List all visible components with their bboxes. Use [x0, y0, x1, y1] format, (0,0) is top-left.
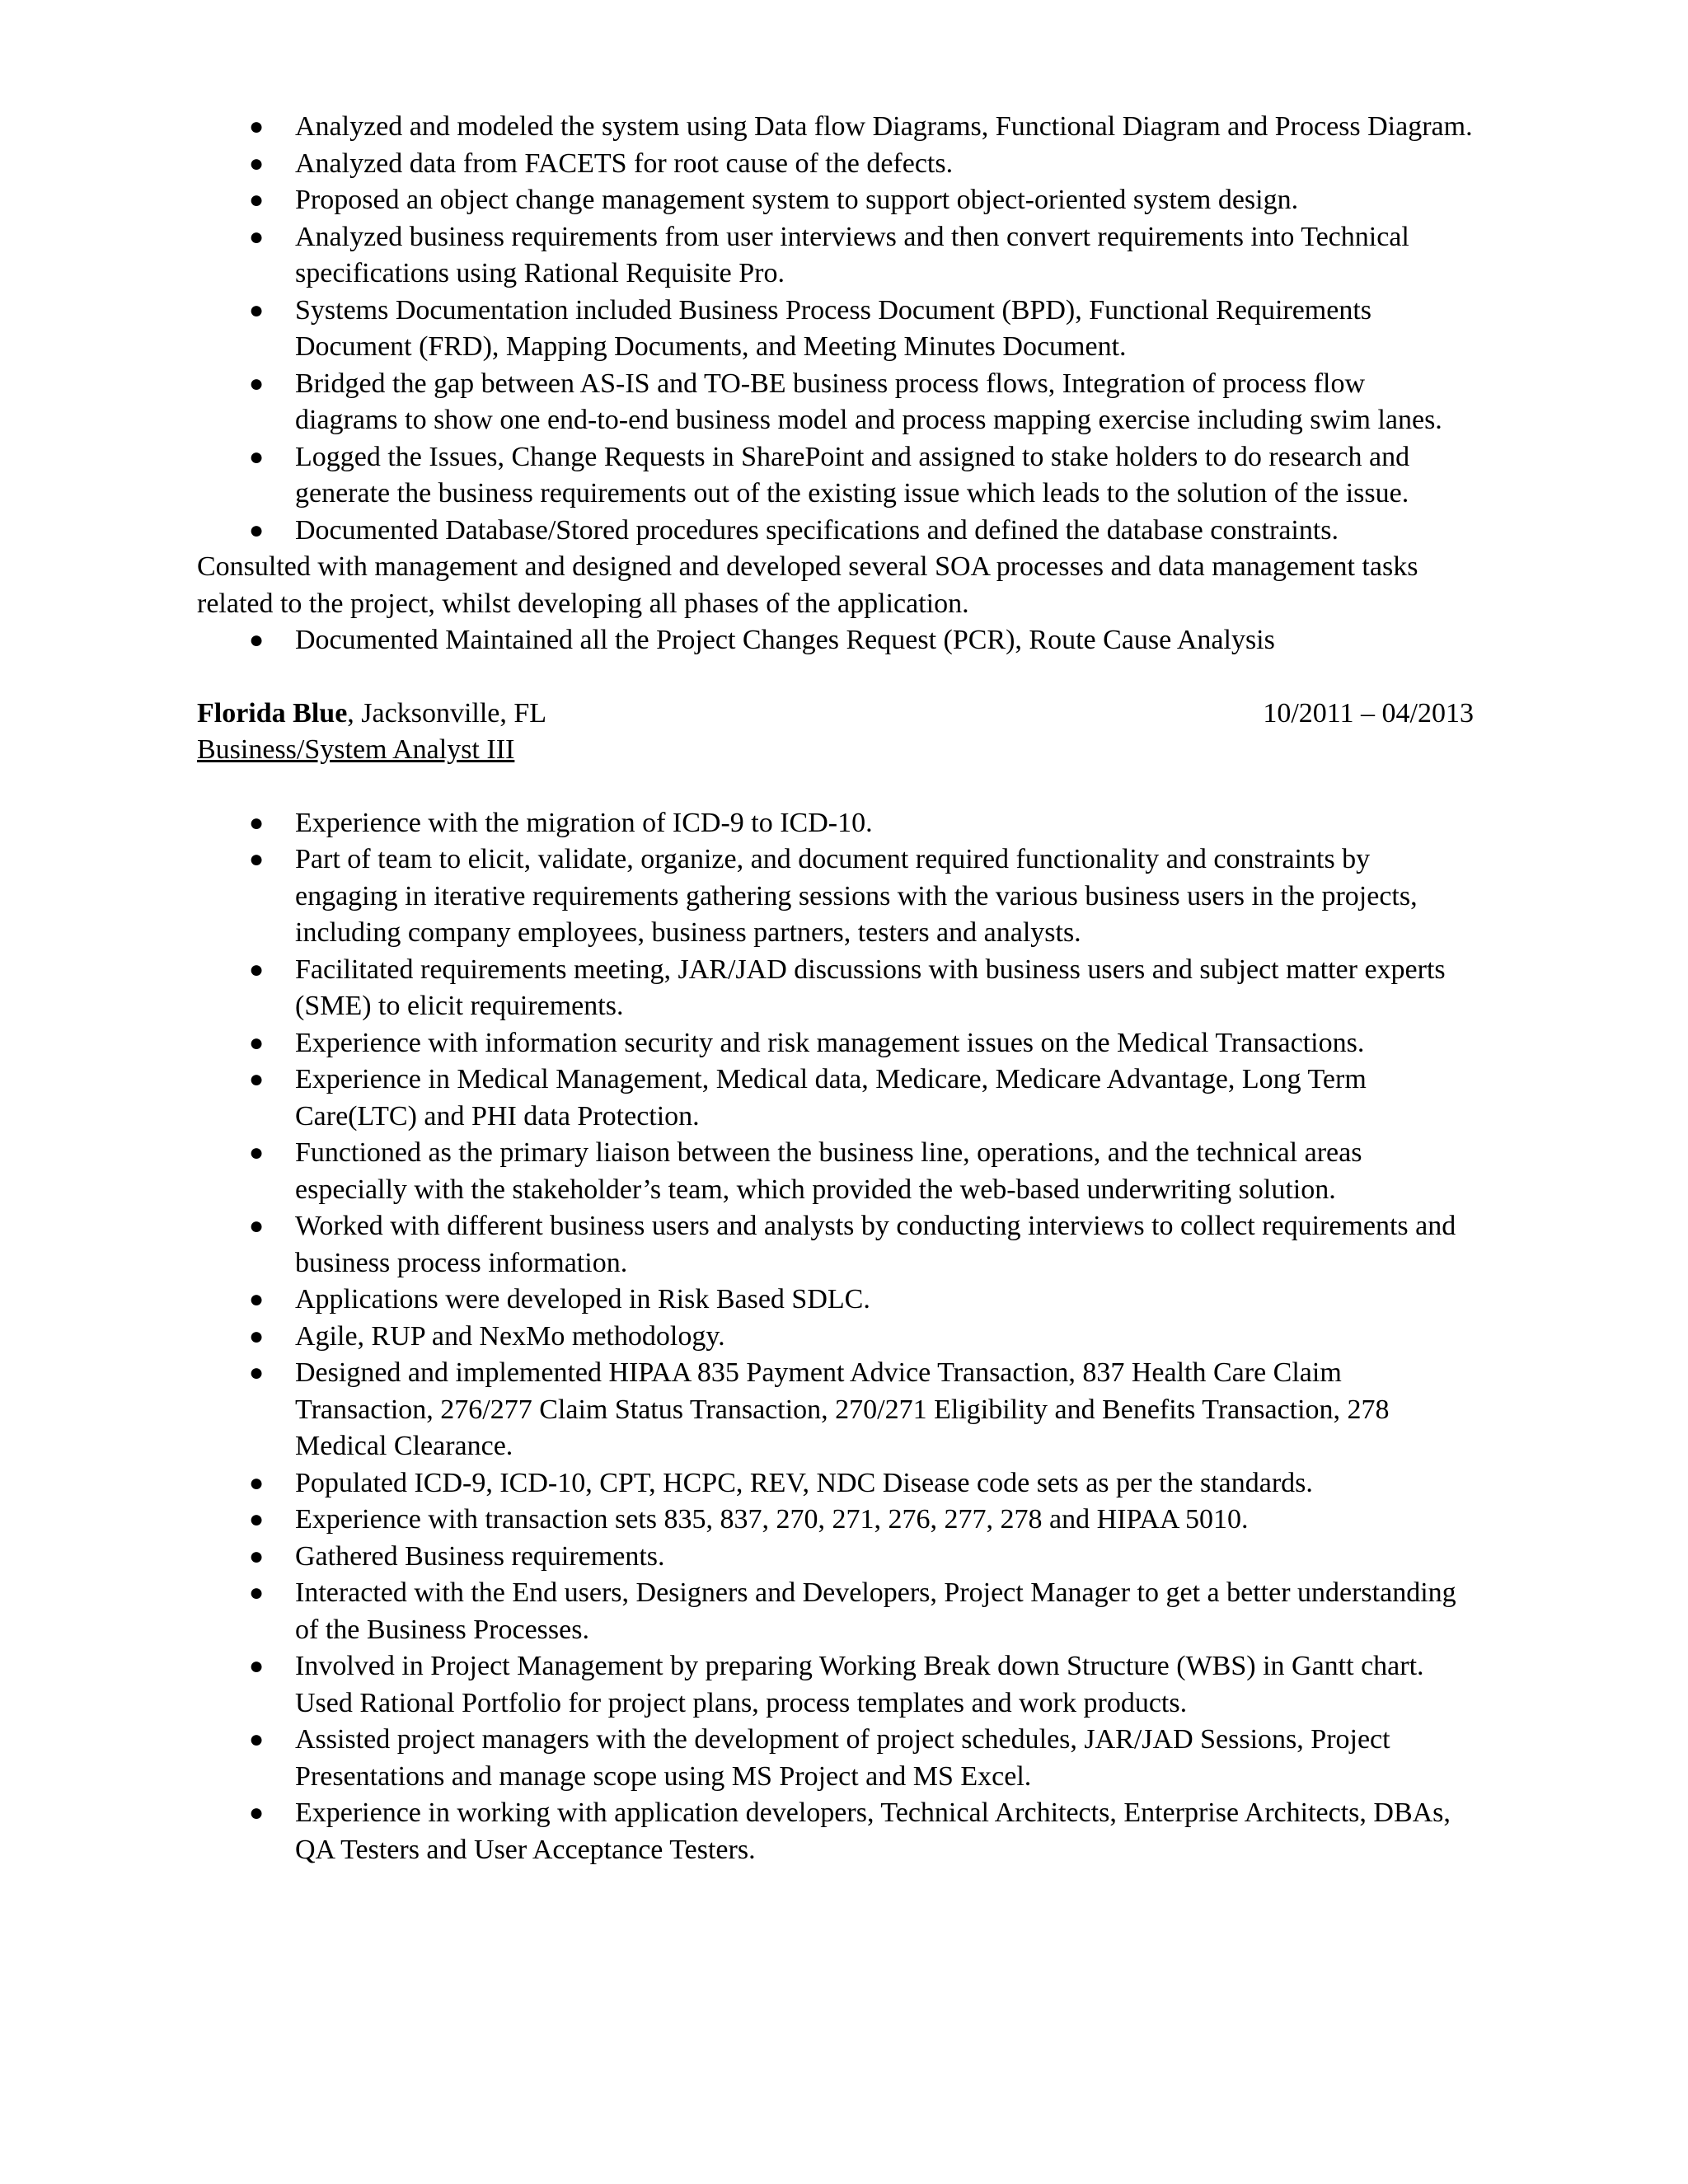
- job-header: [197, 696, 1474, 733]
- bullet-icon: ●: [249, 113, 265, 140]
- list-item: ● Involved in Project Management by preparing Working Break down Structure (WBS) in Gantt chart. Used Rational Portfolio for project plans, process templates and work products.: [197, 1648, 1474, 1722]
- bullet-icon: ●: [249, 1322, 265, 1350]
- company-location: , Jacksonville, FL: [347, 697, 547, 729]
- bullet-icon: ●: [249, 626, 265, 654]
- bullet-icon: ●: [249, 369, 265, 397]
- list-item: ● Assisted project managers with the development of project schedules, JAR/JAD Sessions, Project Presentations and manage scope using MS Project and MS Excel.: [197, 1722, 1474, 1795]
- bullet-icon: ●: [249, 1469, 265, 1497]
- list-item: ● Facilitated requirements meeting, JAR/JAD discussions with business users and subject matter experts (SME) to elicit requirements.: [197, 952, 1474, 1025]
- bullet-icon: ●: [249, 1212, 265, 1240]
- bullet-icon: ●: [249, 1652, 265, 1680]
- employment-dates: 10/2011 – 04/2013: [1263, 697, 1474, 729]
- bullet-icon: ●: [249, 1542, 265, 1570]
- bullet-icon: ●: [249, 1359, 265, 1386]
- list-item: ● Logged the Issues, Change Requests in SharePoint and assigned to stake holders to do research and generate the business requirements out of the existing issue which leads to the solution of the issue.: [197, 439, 1474, 513]
- list-item: ● Proposed an object change management system to support object-oriented system design.: [197, 182, 1474, 219]
- list-item: ● Populated ICD-9, ICD-10, CPT, HCPC, REV, NDC Disease code sets as per the standards.: [197, 1465, 1474, 1502]
- bullet-icon: ●: [249, 1066, 265, 1093]
- list-item: ● Interacted with the End users, Designers and Developers, Project Manager to get a better understanding of the Business Processes.: [197, 1575, 1474, 1648]
- bullet-icon: ●: [249, 1139, 265, 1166]
- bullet-icon: ●: [249, 223, 265, 251]
- bullet-icon: ●: [249, 186, 265, 213]
- responsibilities-list-florida-blue: [197, 805, 1474, 1869]
- bullet-icon: ●: [249, 1506, 265, 1533]
- responsibilities-list-tail: [197, 622, 1474, 659]
- list-item: ● Experience with the migration of ICD-9 to ICD-10.: [197, 805, 1474, 842]
- list-item: ● Agile, RUP and NexMo methodology.: [197, 1319, 1474, 1356]
- list-item: ● Documented Maintained all the Project Changes Request (PCR), Route Cause Analysis: [197, 622, 1474, 659]
- list-item: ● Part of team to elicit, validate, organize, and document required functionality and constraints by engaging in iterative requirements gathering sessions with the various business users in the projects, including company employees, business partners, testers and analysts.: [197, 841, 1474, 952]
- list-item: ● Analyzed and modeled the system using Data flow Diagrams, Functional Diagram and Process Diagram.: [197, 109, 1474, 146]
- list-item: ● Documented Database/Stored procedures specifications and defined the database constraints.: [197, 513, 1474, 550]
- company-name: Florida Blue: [197, 697, 348, 729]
- bullet-icon: ●: [249, 1579, 265, 1606]
- list-item: ● Gathered Business requirements.: [197, 1539, 1474, 1576]
- job-title: Business/System Analyst III: [197, 734, 515, 765]
- bullet-icon: ●: [249, 1029, 265, 1057]
- responsibilities-list-previous: [197, 109, 1474, 549]
- list-item: ● Experience with transaction sets 835, 837, 270, 271, 276, 277, 278 and HIPAA 5010.: [197, 1502, 1474, 1539]
- bullet-icon: ●: [249, 149, 265, 177]
- list-item: ● Experience in working with application developers, Technical Architects, Enterprise Architects, DBAs, QA Testers and User Acceptance Testers.: [197, 1795, 1474, 1868]
- bullet-icon: ●: [249, 846, 265, 873]
- spacer: [197, 769, 1474, 805]
- list-item: ● Analyzed business requirements from user interviews and then convert requirements into Technical specifications using Rational Requisite Pro.: [197, 219, 1474, 293]
- bullet-icon: ●: [249, 1286, 265, 1313]
- bullet-icon: ●: [249, 955, 265, 983]
- list-item: ● Experience with information security and risk management issues on the Medical Transactions.: [197, 1025, 1474, 1062]
- employer-line: [197, 696, 546, 733]
- list-item: ● Bridged the gap between AS-IS and TO-BE business process flows, Integration of process flow diagrams to show one end-to-end business model and process mapping exercise including swim lanes.: [197, 366, 1474, 439]
- list-item: ● Worked with different business users and analysts by conducting interviews to collect requirements and business process information.: [197, 1208, 1474, 1282]
- list-item: ● Analyzed data from FACETS for root cause of the defects.: [197, 146, 1474, 183]
- bullet-icon: ●: [249, 1726, 265, 1753]
- list-item: ● Systems Documentation included Business Process Document (BPD), Functional Requirements Document (FRD), Mapping Documents, and Meeting Minutes Document.: [197, 293, 1474, 366]
- bullet-icon: ●: [249, 296, 265, 324]
- bullet-icon: ●: [249, 516, 265, 544]
- bullet-icon: ●: [249, 808, 265, 837]
- list-item: ● Experience in Medical Management, Medical data, Medicare, Medicare Advantage, Long Term Care(LTC) and PHI data Protection.: [197, 1062, 1474, 1135]
- list-item: ● Functioned as the primary liaison between the business line, operations, and the technical areas especially with the stakeholder’s team, which provided the web-based underwriting solution.: [197, 1135, 1474, 1208]
- summary-paragraph: Consulted with management and designed and developed several SOA processes and data management tasks related to the project, whilst developing all phases of the application.: [197, 551, 1418, 619]
- bullet-icon: ●: [249, 443, 265, 471]
- list-item: ● Applications were developed in Risk Based SDLC.: [197, 1282, 1474, 1319]
- list-item: ● Designed and implemented HIPAA 835 Payment Advice Transaction, 837 Health Care Claim Transaction, 276/277 Claim Status Transaction, 270/271 Eligibility and Benefits Transaction, 278 Medical Clearance.: [197, 1355, 1474, 1465]
- bullet-icon: ●: [249, 1799, 265, 1826]
